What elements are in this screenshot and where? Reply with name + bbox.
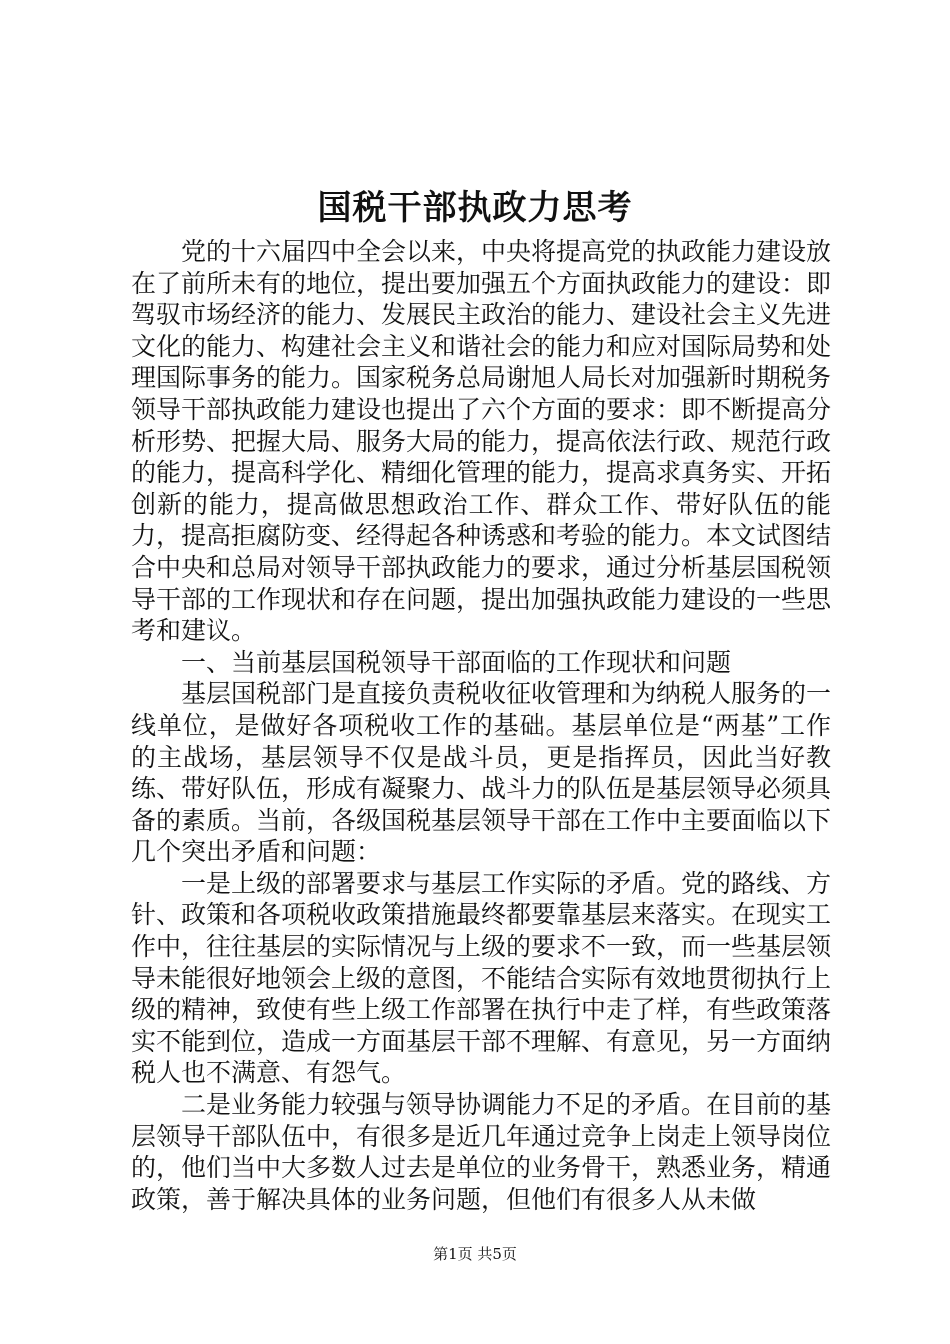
paragraph-point-2: 二是业务能力较强与领导协调能力不足的矛盾。在目前的基层领导干部队伍中，有很多是近几年通过竞争上岗走上领导岗位的，他们当中大多数人过去是单位的业务骨干，熟悉业务，精通政策，善于解决具体的业务问题，但他们有很多人从未做 xyxy=(131,1090,832,1214)
paragraph-point-1: 一是上级的部署要求与基层工作实际的矛盾。党的路线、方针、政策和各项税收政策措施最终都要靠基层来落实。在现实工作中，往往基层的实际情况与上级的要求不一致，而一些基层领导未能很好地领会上级的意图，不能结合实际有效地贯彻执行上级的精神，致使有些上级工作部署在执行中走了样，有些政策落实不能到位，造成一方面基层干部不理解、有意见，另一方面纳税人也不满意、有怨气。 xyxy=(131,868,832,1088)
section-heading-1: 一、当前基层国税领导干部面临的工作现状和问题 xyxy=(181,647,732,677)
document-title: 国税干部执政力思考 xyxy=(317,188,633,228)
paragraph-grassroots: 基层国税部门是直接负责税收征收管理和为纳税人服务的一线单位，是做好各项税收工作的基础。基层单位是“两基”工作的主战场，基层领导不仅是战斗员，更是指挥员，因此当好教练、带好队伍，形成有凝聚力、战斗力的队伍是基层领导必须具备的素质。当前，各级国税基层领导干部在工作中主要面临以下几个突出矛盾和问题： xyxy=(131,679,832,867)
page-number: 第1页 共5页 xyxy=(433,1245,517,1263)
document-body xyxy=(131,236,831,1215)
paragraph-intro: 党的十六届四中全会以来，中央将提高党的执政能力建设放在了前所未有的地位，提出要加强五个方面执政能力的建设：即驾驭市场经济的能力、发展民主政治的能力、建设社会主义先进文化的能力、构建社会主义和谐社会的能力和应对国际局势和处理国际事务的能力。国家税务总局谢旭人局长对加强新时期税务领导干部执政能力建设也提出了六个方面的要求：即不断提高分析形势、把握大局、服务大局的能力，提高依法行政、规范行政的能力，提高科学化、精细化管理的能力，提高求真务实、开拓创新的能力，提高做思想政治工作、群众工作、带好队伍的能力，提高拒腐防变、经得起各种诱惑和考验的能力。本文试图结合中央和总局对领导干部执政能力的要求，通过分析基层国税领导干部的工作现状和存在问题，提出加强执政能力建设的一些思考和建议。 xyxy=(131,237,832,646)
